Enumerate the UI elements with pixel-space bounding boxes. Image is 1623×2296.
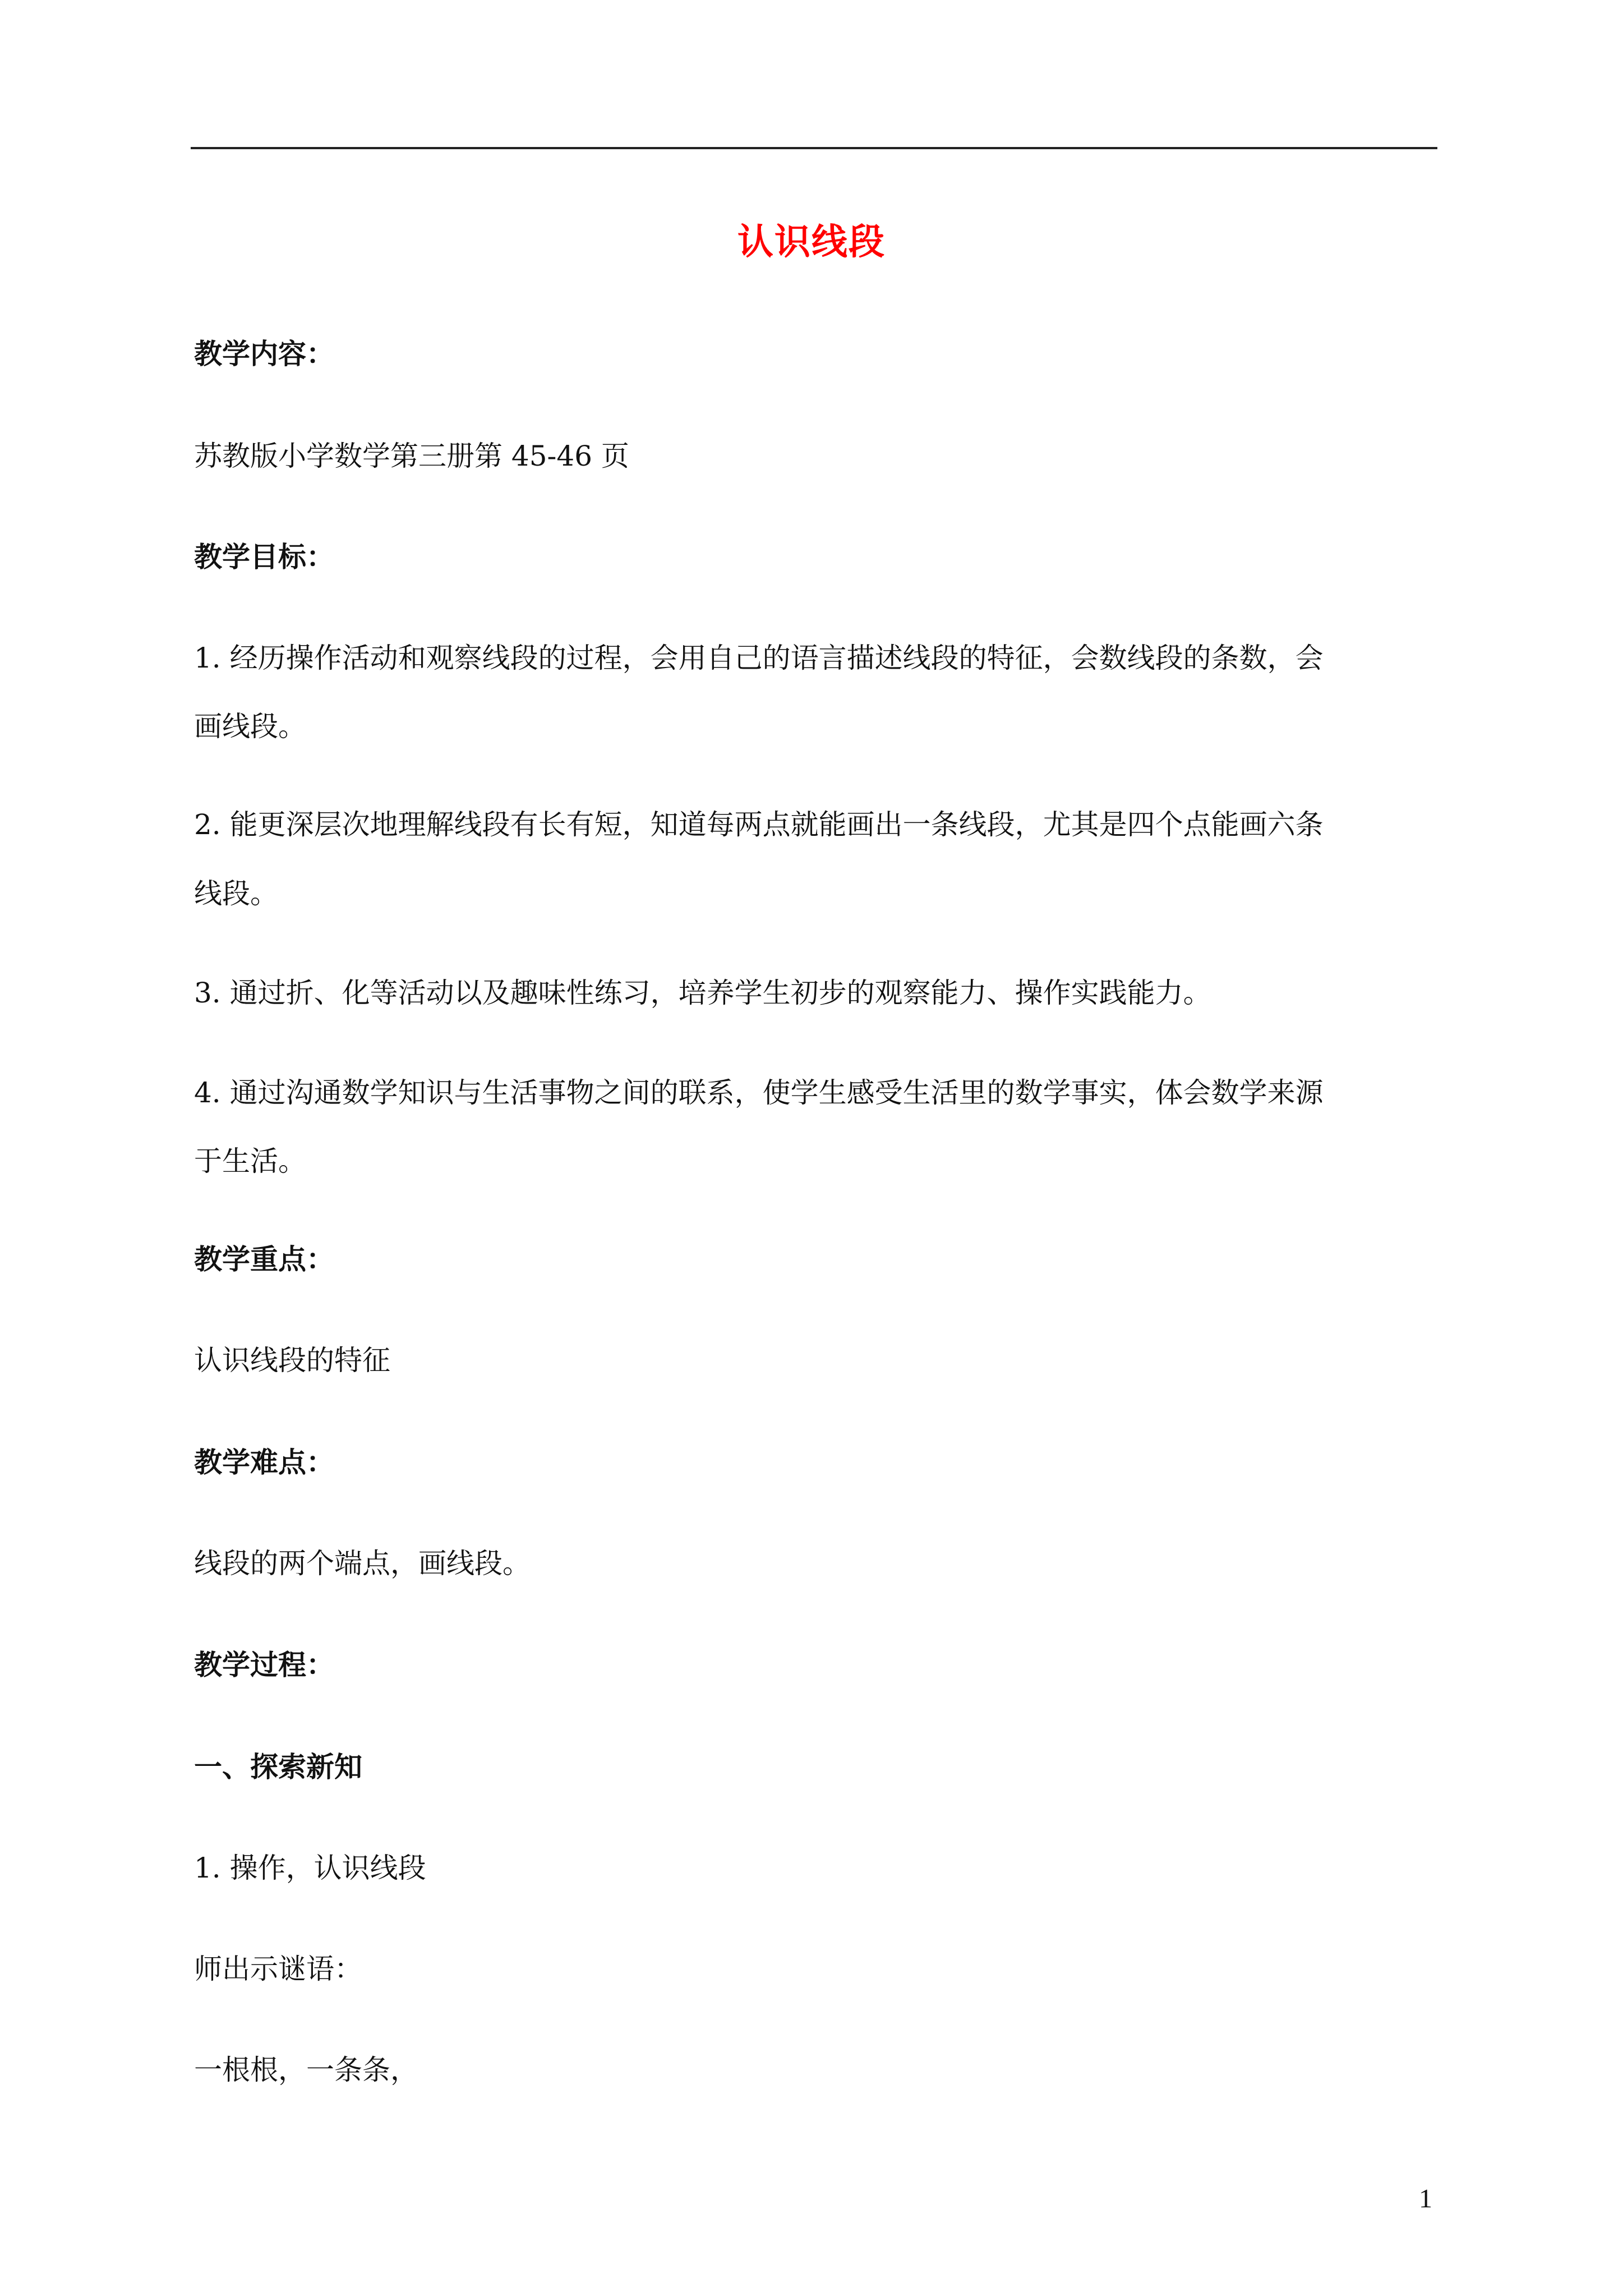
objective-2-line-1: 2. 能更深层次地理解线段有长有短，知道每两点就能画出一条线段，尤其是四个点能画六条 — [194, 808, 1324, 841]
content-text: 苏教版小学数学第三册第 45-46 页 — [194, 440, 629, 472]
page-number: 1 — [1419, 2184, 1432, 2214]
step-1-text: 1. 操作，认识线段 — [194, 1852, 426, 1884]
objective-1-line-2: 画线段。 — [194, 710, 306, 743]
section-heading-difficulties: 教学难点： — [194, 1446, 334, 1479]
objective-4-line-2: 于生活。 — [194, 1145, 306, 1177]
difficulties-text: 线段的两个端点，画线段。 — [194, 1547, 531, 1580]
objective-3: 3. 通过折、化等活动以及趣味性练习，培养学生初步的观察能力、操作实践能力。 — [194, 977, 1211, 1009]
objective-4-line-1: 4. 通过沟通数学知识与生活事物之间的联系，使学生感受生活里的数学事实，体会数学来源 — [194, 1076, 1324, 1109]
subsection-explore: 一、探索新知 — [194, 1750, 362, 1783]
objective-1-line-1: 1. 经历操作活动和观察线段的过程，会用自己的语言描述线段的特征，会数线段的条数，会 — [194, 642, 1324, 674]
section-heading-key-points: 教学重点： — [194, 1243, 334, 1276]
riddle-intro-text: 师出示谜语： — [194, 1953, 362, 1985]
riddle-text: 一根根，一条条， — [194, 2054, 418, 2086]
objective-2-line-2: 线段。 — [194, 877, 278, 910]
document-title: 认识线段 — [737, 221, 886, 263]
section-heading-objectives: 教学目标： — [194, 540, 334, 573]
section-heading-content: 教学内容： — [194, 337, 334, 370]
section-heading-process: 教学过程： — [194, 1648, 334, 1681]
header-rule — [191, 147, 1437, 149]
key-points-text: 认识线段的特征 — [194, 1344, 390, 1377]
